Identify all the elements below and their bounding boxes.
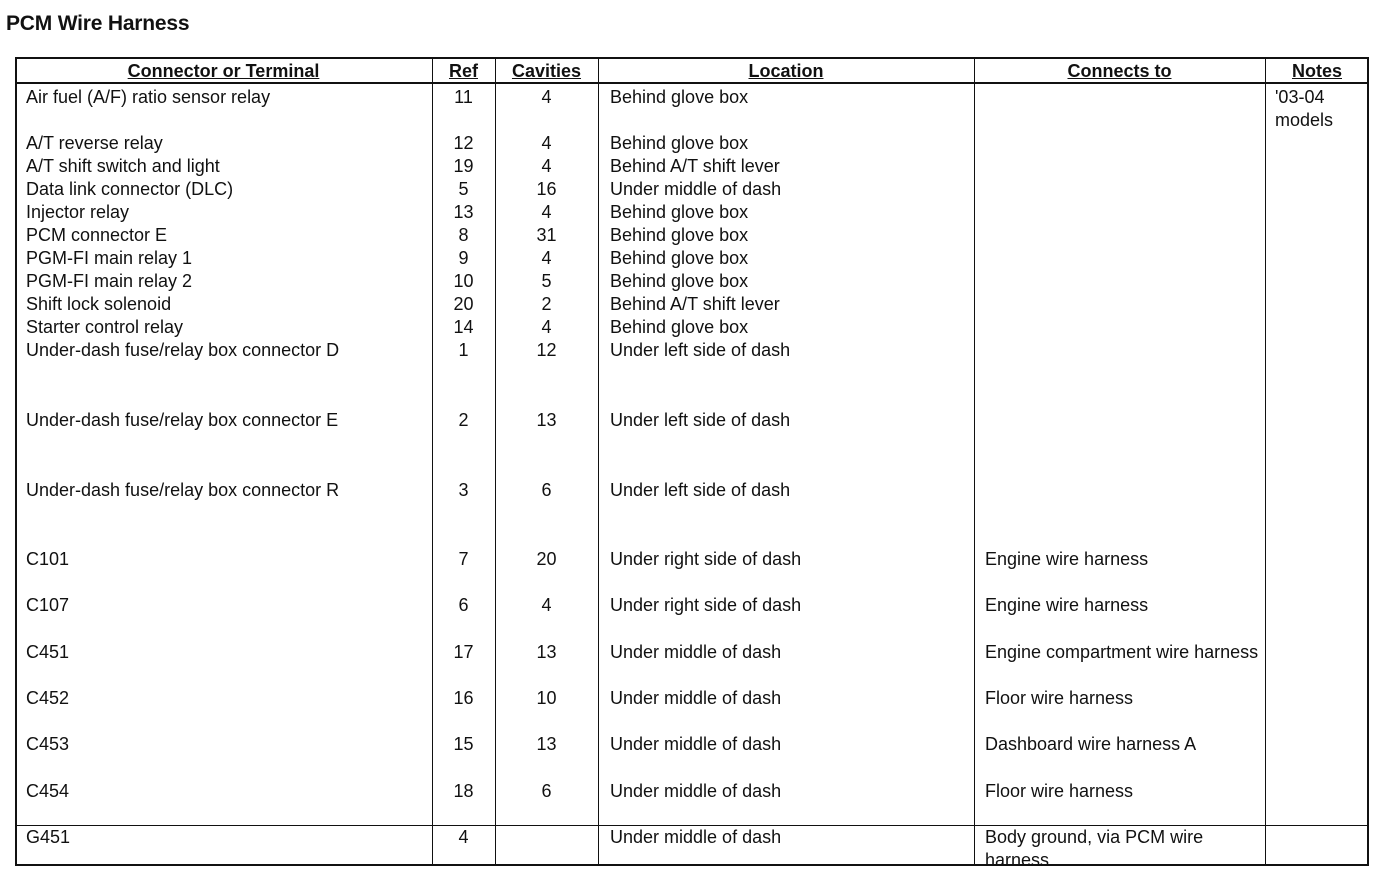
cell-ref: 13 — [453, 202, 474, 222]
header-divider — [15, 82, 1369, 84]
cell-cavities: 4 — [541, 317, 552, 337]
cell-ref: 14 — [453, 317, 474, 337]
cell-connects-to: Engine wire harness — [985, 595, 1149, 615]
cell-connector: Under-dash fuse/relay box connector E — [26, 410, 339, 430]
cell-cavities: 12 — [536, 340, 557, 360]
cell-cavities: 4 — [541, 595, 552, 615]
cell-location: Behind glove box — [610, 271, 749, 291]
cell-ref: 6 — [458, 595, 469, 615]
header-ref: Ref — [448, 61, 478, 81]
cell-connector: Shift lock solenoid — [26, 294, 172, 314]
cell-location: Under middle of dash — [610, 781, 782, 801]
header-connector: Connector or Terminal — [127, 61, 320, 81]
cell-connector: A/T shift switch and light — [26, 156, 220, 176]
cell-ref: 8 — [458, 225, 469, 245]
cell-cavities: 4 — [541, 87, 552, 107]
cell-location: Under left side of dash — [610, 480, 791, 500]
cell-location: Under left side of dash — [610, 410, 791, 430]
cell-connects-to: Dashboard wire harness A — [985, 734, 1197, 754]
cell-connector: PCM connector E — [26, 225, 168, 245]
cell-cavities: 13 — [536, 734, 557, 754]
header-notes: Notes — [1291, 61, 1342, 81]
cell-location: Under left side of dash — [610, 340, 791, 360]
cell-location: Under middle of dash — [610, 734, 782, 754]
cell-ref: 2 — [458, 410, 469, 430]
cell-ref: 7 — [458, 549, 469, 569]
cell-notes: '03-04 models — [1275, 87, 1334, 130]
cell-connector: C453 — [26, 734, 70, 754]
cell-cavities: 4 — [541, 248, 552, 268]
cell-cavities: 31 — [536, 225, 557, 245]
cell-cavities: 13 — [536, 410, 557, 430]
cell-location: Behind glove box — [610, 133, 749, 153]
cell-location: Behind glove box — [610, 225, 749, 245]
column-divider — [1265, 57, 1266, 866]
cell-connector: C454 — [26, 781, 70, 801]
cell-connector: Under-dash fuse/relay box connector D — [26, 340, 340, 360]
cell-ref: 3 — [458, 480, 469, 500]
cell-cavities: 4 — [541, 133, 552, 153]
cell-ref: 18 — [453, 781, 474, 801]
cell-cavities: 20 — [536, 549, 557, 569]
cell-cavities: 13 — [536, 642, 557, 662]
cell-ref: 12 — [453, 133, 474, 153]
header-connects-to: Connects to — [1067, 61, 1172, 81]
cell-location: Behind glove box — [610, 202, 749, 222]
cell-location: Behind glove box — [610, 317, 749, 337]
cell-location: Under middle of dash — [610, 688, 782, 708]
cell-ref: 20 — [453, 294, 474, 314]
cell-connector: Starter control relay — [26, 317, 184, 337]
cell-ref: 15 — [453, 734, 474, 754]
cell-connector: A/T reverse relay — [26, 133, 163, 153]
cell-connector: PGM-FI main relay 2 — [26, 271, 193, 291]
cell-cavities: 4 — [541, 202, 552, 222]
cell-connector: C451 — [26, 642, 70, 662]
column-divider — [598, 57, 599, 866]
cell-cavities: 16 — [536, 179, 557, 199]
cell-connects-to: Floor wire harness — [985, 688, 1134, 708]
cell-cavities: 6 — [541, 480, 552, 500]
cell-location: Under right side of dash — [610, 595, 802, 615]
cell-connects-to: Engine wire harness — [985, 549, 1149, 569]
cell-cavities: 2 — [541, 294, 552, 314]
cell-location: Behind A/T shift lever — [610, 294, 780, 314]
cell-connector: Under-dash fuse/relay box connector R — [26, 480, 340, 500]
cell-cavities: 4 — [541, 156, 552, 176]
cell-ref: 16 — [453, 688, 474, 708]
cell-cavities: 6 — [541, 781, 552, 801]
cell-ref: 11 — [454, 87, 473, 107]
cell-location: Behind A/T shift lever — [610, 156, 780, 176]
cell-location: Under middle of dash — [610, 827, 782, 847]
column-divider — [974, 57, 975, 866]
header-cavities: Cavities — [511, 61, 582, 81]
cell-ref: 19 — [453, 156, 474, 176]
cell-connector: Data link connector (DLC) — [26, 179, 234, 199]
cell-location: Under middle of dash — [610, 642, 782, 662]
cell-connects-to: Body ground, via PCM wire harness — [985, 827, 1204, 870]
cell-ref: 5 — [458, 179, 469, 199]
cell-ref: 17 — [453, 642, 474, 662]
cell-location: Behind glove box — [610, 87, 749, 107]
cell-connects-to: Floor wire harness — [985, 781, 1134, 801]
cell-connector: C107 — [26, 595, 70, 615]
cell-ref: 9 — [458, 248, 469, 268]
cell-cavities: 10 — [536, 688, 557, 708]
cell-ref: 1 — [458, 340, 469, 360]
cell-connector: G451 — [26, 827, 71, 847]
cell-ref: 10 — [453, 271, 474, 291]
cell-location: Under middle of dash — [610, 179, 782, 199]
header-location: Location — [748, 61, 824, 81]
cell-ref: 4 — [458, 827, 469, 847]
cell-location: Under right side of dash — [610, 549, 802, 569]
cell-cavities: 5 — [541, 271, 552, 291]
page-title: PCM Wire Harness — [6, 12, 190, 35]
cell-connector: C452 — [26, 688, 70, 708]
cell-connector: PGM-FI main relay 1 — [26, 248, 193, 268]
cell-connects-to: Engine compartment wire harness — [985, 642, 1259, 662]
cell-connector: C101 — [26, 549, 70, 569]
cell-location: Behind glove box — [610, 248, 749, 268]
cell-connector: Air fuel (A/F) ratio sensor relay — [26, 87, 271, 107]
cell-connector: Injector relay — [26, 202, 130, 222]
